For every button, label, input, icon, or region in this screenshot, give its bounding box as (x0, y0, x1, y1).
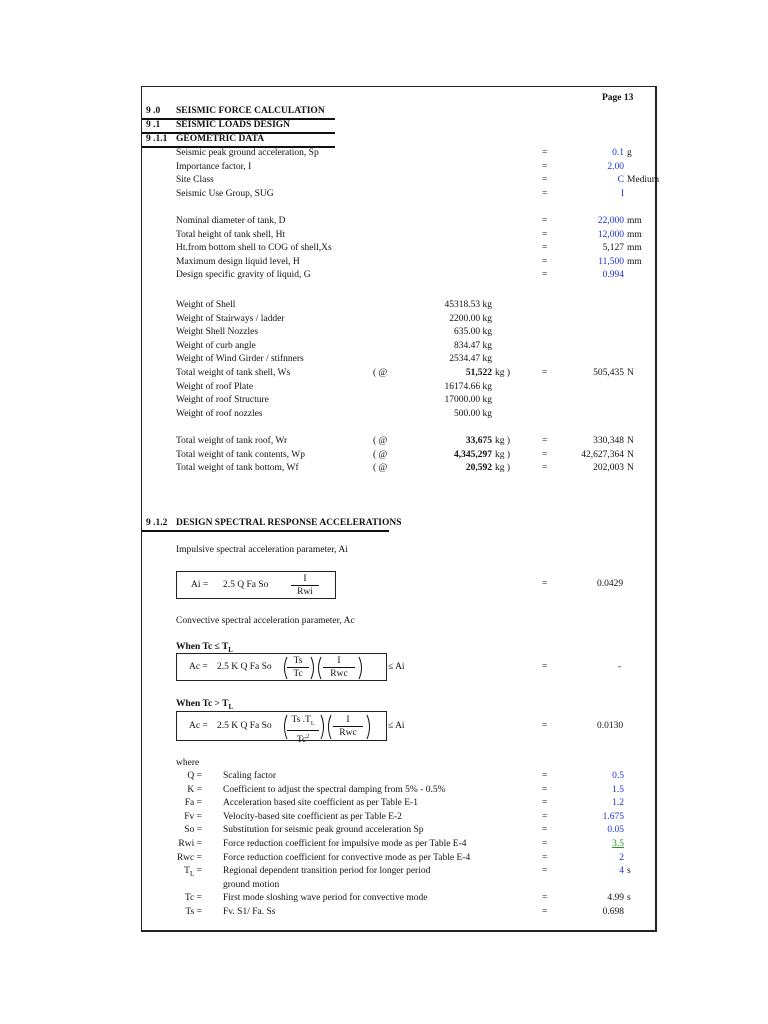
tank-row-label: Maximum design liquid level, H (176, 256, 300, 267)
calculation-sheet (141, 86, 660, 932)
at-marker: ( @ (373, 436, 388, 446)
geo-row-label: Seismic Use Group, SUG (176, 189, 274, 200)
ai-formula-box (176, 571, 336, 599)
weight-row-label: Weight of Shell (176, 300, 236, 310)
equals-sign: = (542, 662, 548, 672)
weight-row-label: Weight of curb angle (176, 340, 256, 351)
roof-weight-row-label: Weight of roof Plate (176, 381, 254, 392)
where-description: Fv. S1/ Fa. Ss (223, 907, 276, 917)
where-value: 0.05 (607, 825, 624, 836)
ac-value-1: - (618, 662, 622, 672)
equals-sign: = (542, 175, 548, 186)
ai-description: Impulsive spectral acceleration parameter, Ai (176, 545, 348, 555)
equals-sign: = (542, 771, 548, 781)
equals-sign: = (542, 811, 548, 822)
row-kg-unit: kg ) (495, 368, 511, 378)
equals-sign: = (542, 256, 548, 267)
weight-row-label: Weight Shell Nozzles (176, 327, 259, 338)
where-unit: s (627, 866, 631, 877)
where-symbol: Tc = (184, 893, 202, 904)
geo-row-label: Seismic peak ground acceleration, Sp (176, 148, 319, 158)
where-value: 1.2 (612, 798, 624, 809)
total-row-newton-unit: N (627, 449, 634, 460)
equals-sign: = (542, 161, 548, 172)
where-symbol: Q = (187, 771, 202, 781)
heading-design-spectral-response: DESIGN SPECTRAL RESPONSE ACCELERATIONS (176, 518, 402, 528)
total-row-newton-unit: N (627, 463, 634, 474)
where-value: 2 (619, 852, 624, 863)
where-symbol: So = (184, 825, 202, 836)
ac-fraction-i-rwc: I Rwc (333, 715, 363, 738)
page-label: Page 13 (602, 93, 634, 103)
tank-row-value: 22,000 (597, 216, 624, 226)
tank-row-label: Design specific gravity of liquid, G (176, 270, 311, 281)
total-row-kg: 33,675 (465, 436, 492, 446)
geo-row-value: C (617, 175, 624, 186)
where-value: 3.5 (612, 839, 624, 849)
tank-row-value: 5,127 (602, 243, 624, 254)
equals-sign: = (542, 893, 548, 904)
ac-formula-box-2 (176, 711, 387, 746)
weight-row-kg: 45318.53 kg (444, 300, 492, 310)
ac-limit-2: ≤ Ai (388, 721, 405, 731)
ac-expression: 2.5 K Q Fa So (217, 662, 272, 672)
where-value: 0.698 (602, 907, 624, 917)
ac-fraction-ts-tc: Ts Tc (287, 656, 309, 679)
total-row-newton: 202,003 (593, 463, 624, 474)
ai-fraction-numerator: I (303, 574, 307, 584)
row-newton-value: 505,435 (593, 368, 624, 378)
where-value: 0.5 (612, 771, 624, 781)
equals-sign: = (542, 229, 548, 240)
total-row-label: Total weight of tank contents, Wp (176, 449, 305, 460)
total-row-kg-unit: kg ) (495, 463, 511, 474)
at-marker: ( @ (373, 449, 388, 460)
where-description: Substitution for seismic peak ground acceleration Sp (223, 825, 424, 836)
heading-9-1-2-number: 9 .1.2 (146, 518, 168, 528)
ac-value-2: 0.0130 (597, 721, 624, 731)
heading-9-0-number: 9 .0 (146, 106, 161, 116)
total-row-label: Total weight of tank roof, Wr (176, 436, 288, 446)
ac-fraction-ts-tl-tc2: Ts $.T_L$ Tc$^2$ (287, 715, 319, 745)
where-value: 4 (619, 866, 624, 877)
where-symbol: Fv = (184, 811, 202, 822)
heading-9-1-number: 9 .1 (146, 120, 161, 130)
where-symbol: $T_L$ = (184, 866, 202, 879)
total-row-kg-unit: kg ) (495, 449, 511, 460)
ac-expression: 2.5 K Q Fa So (217, 721, 272, 731)
where-description: Regional dependent transition period for longer period (223, 866, 431, 877)
ac-formula-box-1 (176, 653, 387, 681)
where-unit: s (627, 893, 631, 904)
where-description: Acceleration based site coefficient as per Table E-1 (223, 798, 418, 809)
total-row-kg: 20,592 (465, 463, 492, 474)
where-symbol: K = (187, 784, 202, 795)
where-symbol: Rwi = (178, 839, 202, 849)
where-description: Velocity-based site coefficient as per Table E-2 (223, 811, 402, 822)
weight-row-label: Weight of Wind Girder / stifnners (176, 354, 304, 365)
heading-seismic-force-calculation: SEISMIC FORCE CALCULATION (176, 106, 325, 116)
equals-sign: = (542, 270, 548, 281)
heading-divider (142, 530, 389, 532)
where-description: First mode sloshing wave period for convective mode (223, 893, 428, 904)
roof-weight-row-label: Weight of roof nozzles (176, 408, 263, 419)
tank-row-value: 12,000 (597, 229, 624, 240)
tank-row-label: Nominal diameter of tank, D (176, 216, 286, 226)
at-marker: ( @ (373, 463, 388, 474)
where-symbol: Fa = (184, 798, 202, 809)
where-value: 1.5 (612, 784, 624, 795)
equals-sign: = (542, 216, 548, 226)
where-value: 1.675 (602, 811, 624, 822)
heading-seismic-loads-design: SEISMIC LOADS DESIGN (176, 120, 291, 130)
where-description: Coefficient to adjust the spectral damping from 5% - 0.5% (223, 784, 446, 795)
weight-row-kg: 2200.00 kg (449, 313, 492, 324)
at-marker: ( @ (373, 368, 388, 378)
total-row-kg-unit: kg ) (495, 436, 511, 446)
where-description: Force reduction coefficient for impulsive mode as per Table E-4 (223, 839, 467, 849)
equals-sign: = (542, 721, 548, 731)
heading-9-1-1-number: 9 .1.1 (146, 134, 168, 144)
equals-sign: = (542, 866, 548, 877)
geo-row-unit: g (627, 148, 632, 158)
ac-lhs: Ac = (189, 721, 208, 731)
where-symbol: Ts = (185, 907, 202, 917)
equals-sign: = (542, 825, 548, 836)
ac-condition-2: When $Tc > T_L$ (176, 699, 234, 711)
equals-sign: = (542, 852, 548, 863)
equals-sign: = (542, 463, 548, 474)
geo-row-label: Site Class (176, 175, 214, 186)
geo-row-label: Importance factor, I (176, 161, 252, 172)
ac-description: Convective spectral acceleration parameter, Ac (176, 616, 355, 626)
where-description: Scaling factor (223, 771, 277, 781)
tank-row-label: Ht.from bottom shell to COG of shell,Xs (176, 243, 332, 254)
row-label: Total weight of tank shell, Ws (176, 368, 291, 378)
roof-weight-row-kg: 500.00 kg (454, 408, 492, 419)
geo-row-value: I (620, 189, 624, 200)
total-row-newton: 42,627,364 (581, 449, 624, 460)
tank-row-unit: mm (627, 229, 642, 240)
row-newton-unit: N (627, 368, 634, 378)
equals-sign: = (542, 189, 548, 200)
geo-row-value: 2.00 (607, 161, 624, 172)
heading-geometric-data: GEOMETRIC DATA (176, 134, 265, 144)
where-description-continued: ground motion (223, 879, 280, 890)
ac-lhs: Ac = (189, 662, 208, 672)
ac-condition-1: When $Tc \le T_L$ (176, 642, 233, 654)
ac-limit-1: ≤ Ai (388, 662, 405, 672)
weight-row-label: Weight of Stairways / ladder (176, 313, 285, 324)
tank-row-label: Total height of tank shell, Ht (176, 229, 286, 240)
roof-weight-row-label: Weight of roof Structure (176, 395, 269, 406)
equals-sign: = (542, 784, 548, 795)
ai-fraction (291, 574, 319, 597)
where-label: where (176, 758, 200, 768)
tank-row-unit: mm (627, 256, 642, 267)
equals-sign: = (542, 449, 548, 460)
weight-row-kg: 2534.47 kg (449, 354, 492, 365)
equals-sign: = (542, 148, 548, 158)
weight-row-kg: 635.00 kg (454, 327, 492, 338)
where-description: Force reduction coefficient for convective mode as per Table E-4 (223, 852, 471, 863)
tank-row-value: 11,500 (598, 256, 624, 267)
total-row-newton-unit: N (627, 436, 634, 446)
equals-sign: = (542, 579, 548, 589)
total-row-kg: 4,345,297 (454, 449, 492, 460)
where-value: 4.99 (607, 893, 624, 904)
ai-lhs: Ai = (191, 580, 209, 590)
equals-sign: = (542, 798, 548, 809)
tank-row-unit: mm (627, 216, 642, 226)
ai-fraction-denominator: Rwi (297, 587, 313, 597)
equals-sign: = (542, 907, 548, 917)
total-row-label: Total weight of tank bottom, Wf (176, 463, 299, 474)
geo-row-unit: Medium (627, 175, 660, 186)
weight-row-kg: 834.47 kg (454, 340, 492, 351)
ai-value: 0.0429 (597, 579, 624, 589)
roof-weight-row-kg: 16174.66 kg (444, 381, 492, 392)
ai-expression: 2.5 Q Fa So (223, 580, 269, 590)
ac-fraction-i-rwc: I Rwc (323, 656, 355, 679)
geo-row-value: 0.1 (612, 148, 624, 158)
equals-sign: = (542, 436, 548, 446)
total-row-newton: 330,348 (593, 436, 624, 446)
tank-row-unit: mm (627, 243, 642, 254)
roof-weight-row-kg: 17000.00 kg (444, 395, 492, 406)
where-symbol: Rwc = (176, 852, 202, 863)
tank-row-value: 0.994 (602, 270, 624, 281)
row-kg-value: 51,522 (465, 368, 492, 378)
equals-sign: = (542, 243, 548, 254)
equals-sign: = (542, 368, 548, 378)
equals-sign: = (542, 839, 548, 849)
